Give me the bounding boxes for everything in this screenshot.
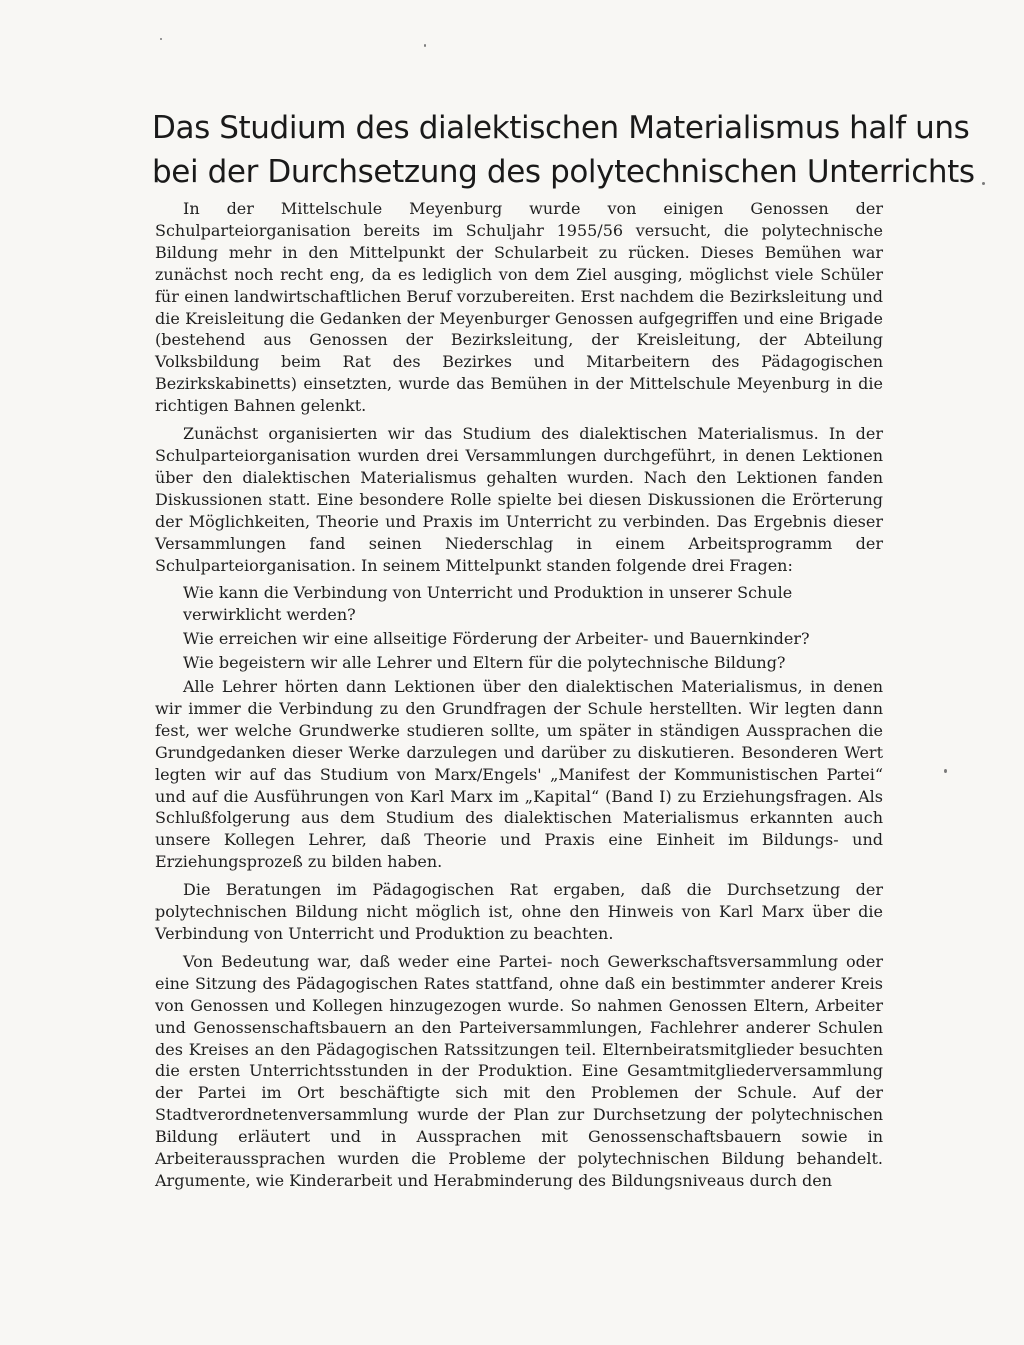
heading-line-1: Das Studium des dialektischen Materialismus half uns (152, 110, 970, 146)
scan-speck (160, 38, 162, 40)
paragraph: Zunächst organisierten wir das Studium des dialektischen Materialismus. In der Schulparteiorganisation wurden drei Versammlungen durchgeführt, in denen Lektionen über den dialektischen Materialismus gehalten wurden. Nach den Lektionen fanden Diskussionen statt. Eine besondere Rolle spielte bei diesen Diskussionen die Erörterung der Möglichkeiten, Theorie und Praxis im Unterricht zu verbinden. Das Ergebnis dieser Versammlungen fand seinen Niederschlag in einem Arbeitsprogramm der Schulparteiorganisation. In seinem Mittelpunkt standen folgende drei Fragen: (155, 424, 883, 575)
scan-speck (944, 769, 947, 773)
heading-line-2: bei der Durchsetzung des polytechnischen Unterrichts (152, 154, 975, 190)
question-item: Wie erreichen wir eine allseitige Förderung der Arbeiter- und Bauernkinder? (183, 629, 810, 649)
paragraph: Alle Lehrer hörten dann Lektionen über den dialektischen Materialismus, in denen wir immer die Verbindung zu den Grundfragen der Schule herstellten. Wir legten dann fest, wer welche Grundwerke studieren sollte, um später in ständigen Aussprachen die Grundgedanken dieser Werke darzulegen und darüber zu diskutieren. Besonderen Wert legten wir auf das Studium von Marx/Engels' „Manifest der Kommunistischen Partei“ und auf die Ausführungen von Karl Marx im „Kapital“ (Band I) zu Erziehungsfragen. Als Schlußfolgerung aus dem Studium des dialektischen Materialismus erkannten auch unsere Kollegen Lehrer, daß Theorie und Praxis eine Einheit im Bildungs- und Erziehungsprozeß zu bilden haben. (155, 677, 883, 872)
scan-speck (982, 182, 985, 185)
scan-speck (424, 44, 426, 47)
paragraph: Die Beratungen im Pädagogischen Rat ergaben, daß die Durchsetzung der polytechnischen Bildung nicht möglich ist, ohne den Hinweis von Karl Marx über die Verbindung von Unterricht und Produktion zu beachten. (155, 880, 883, 943)
article-body (155, 198, 883, 1198)
paragraph: In der Mittelschule Meyenburg wurde von einigen Genossen der Schulparteiorganisation bereits im Schuljahr 1955/56 versucht, die polytechnische Bildung mehr in den Mittelpunkt der Schularbeit zu rücken. Dieses Bemühen war zunächst noch recht eng, da es lediglich von dem Ziel ausging, möglichst viele Schüler für einen landwirtschaftlichen Beruf vorzubereiten. Erst nachdem die Bezirksleitung und die Kreisleitung die Gedanken der Meyenburger Genossen aufgegriffen und eine Brigade (bestehend aus Genossen der Bezirksleitung, der Kreisleitung, der Abteilung Volksbildung beim Rat des Bezirkes und Mitarbeitern des Pädagogischen Bezirkskabinetts) einsetzten, wurde das Bemühen in der Mittelschule Meyenburg in die richtigen Bahnen gelenkt. (155, 199, 883, 416)
question-item: Wie kann die Verbindung von Unterricht und Produktion in unserer Schule verwirklicht werden? (183, 583, 793, 625)
question-item: Wie begeistern wir alle Lehrer und Eltern für die polytechnische Bildung? (183, 653, 786, 673)
article-heading (152, 106, 975, 194)
paragraph: Von Bedeutung war, daß weder eine Partei- noch Gewerkschaftsversammlung oder eine Sitzung des Pädagogischen Rates stattfand, ohne daß ein bestimmter anderer Kreis von Genossen und Kollegen hinzugezogen wurde. So nahmen Genossen Eltern, Arbeiter und Genossenschaftsbauern an den Parteiversammlungen, Fachlehrer anderer Schulen des Kreises an den Pädagogischen Ratssitzungen teil. Elternbeiratsmitglieder besuchten die ersten Unterrichtsstunden in der Produktion. Eine Gesamtmitgliederversammlung der Partei im Ort beschäftigte sich mit den Problemen der Schule. Auf der Stadtverordnetenversammlung wurde der Plan zur Durchsetzung der polytechnischen Bildung erläutert und in Aussprachen mit Genossenschaftsbauern sowie in Arbeiteraussprachen wurden die Probleme der polytechnischen Bildung behandelt. Argumente, wie Kinderarbeit und Herabminderung des Bildungsniveaus durch den (155, 951, 883, 1190)
